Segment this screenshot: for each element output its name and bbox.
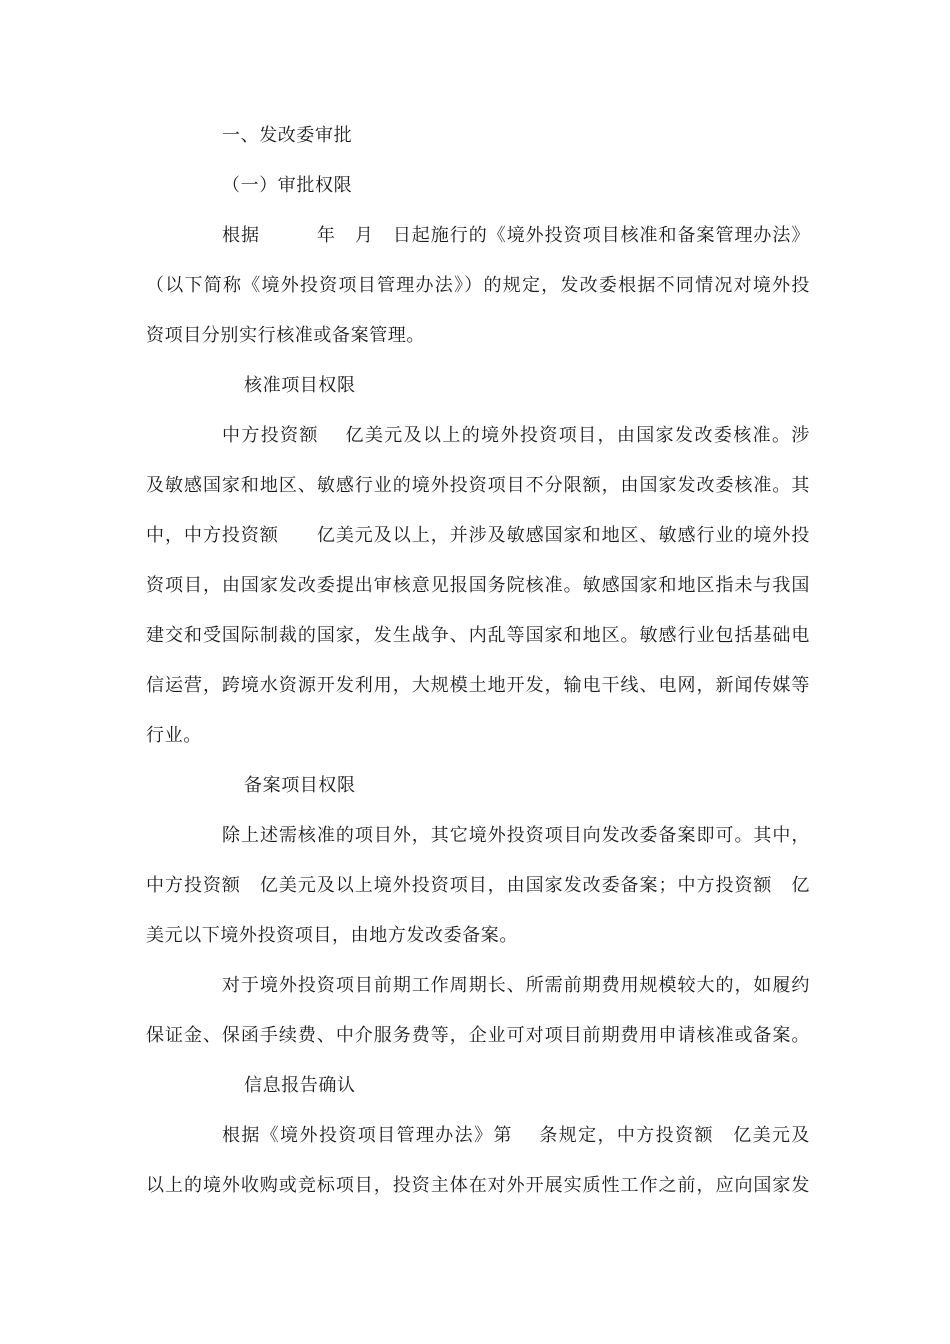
- item-heading: 信息报告确认: [244, 1075, 356, 1096]
- paragraph-line: 建交和受国际制裁的国家，发生战争、内乱等国家和地区。敏感行业包括基础电: [146, 625, 810, 646]
- paragraph-line: 根据《境外投资项目管理办法》第 条规定，中方投资额 亿美元及: [222, 1125, 810, 1146]
- paragraph-line: 美元以下境外投资项目，由地方发改委备案。: [146, 925, 518, 946]
- paragraph-line: 对于境外投资项目前期工作周期长、所需前期费用规模较大的，如履约: [222, 975, 810, 996]
- paragraph-line: 中方投资额 亿美元及以上的境外投资项目，由国家发改委核准。涉: [222, 425, 810, 446]
- subsection-heading: （一）审批权限: [222, 175, 353, 196]
- paragraph-line: （以下简称《境外投资项目管理办法》）的规定，发改委根据不同情况对境外投: [146, 275, 810, 296]
- paragraph-line: 根据 年 月 日起施行的《境外投资项目核准和备案管理办法》: [222, 225, 810, 246]
- item-heading: 核准项目权限: [244, 375, 356, 396]
- paragraph-line: 资项目，由国家发改委提出审核意见报国务院核准。敏感国家和地区指未与我国: [146, 575, 810, 596]
- paragraph-line: 中方投资额 亿美元及以上境外投资项目，由国家发改委备案；中方投资额 亿: [146, 875, 810, 896]
- paragraph-line: 以上的境外收购或竞标项目，投资主体在对外开展实质性工作之前，应向国家发: [146, 1175, 810, 1196]
- paragraph-line: 及敏感国家和地区、敏感行业的境外投资项目不分限额，由国家发改委核准。其: [146, 475, 810, 496]
- paragraph-line: 行业。: [146, 725, 202, 746]
- paragraph-line: 除上述需核准的项目外，其它境外投资项目向发改委备案即可。其中，: [222, 825, 810, 846]
- paragraph-line: 资项目分别实行核准或备案管理。: [146, 325, 425, 346]
- paragraph-line: 保证金、保函手续费、中介服务费等，企业可对项目前期费用申请核准或备案。: [146, 1025, 810, 1046]
- item-heading: 备案项目权限: [244, 775, 356, 796]
- paragraph-line: 中，中方投资额 亿美元及以上，并涉及敏感国家和地区、敏感行业的境外投: [146, 525, 810, 546]
- paragraph-line: 信运营，跨境水资源开发利用，大规模土地开发，输电干线、电网，新闻传媒等: [146, 675, 810, 696]
- section-heading: 一、发改委审批: [222, 125, 353, 146]
